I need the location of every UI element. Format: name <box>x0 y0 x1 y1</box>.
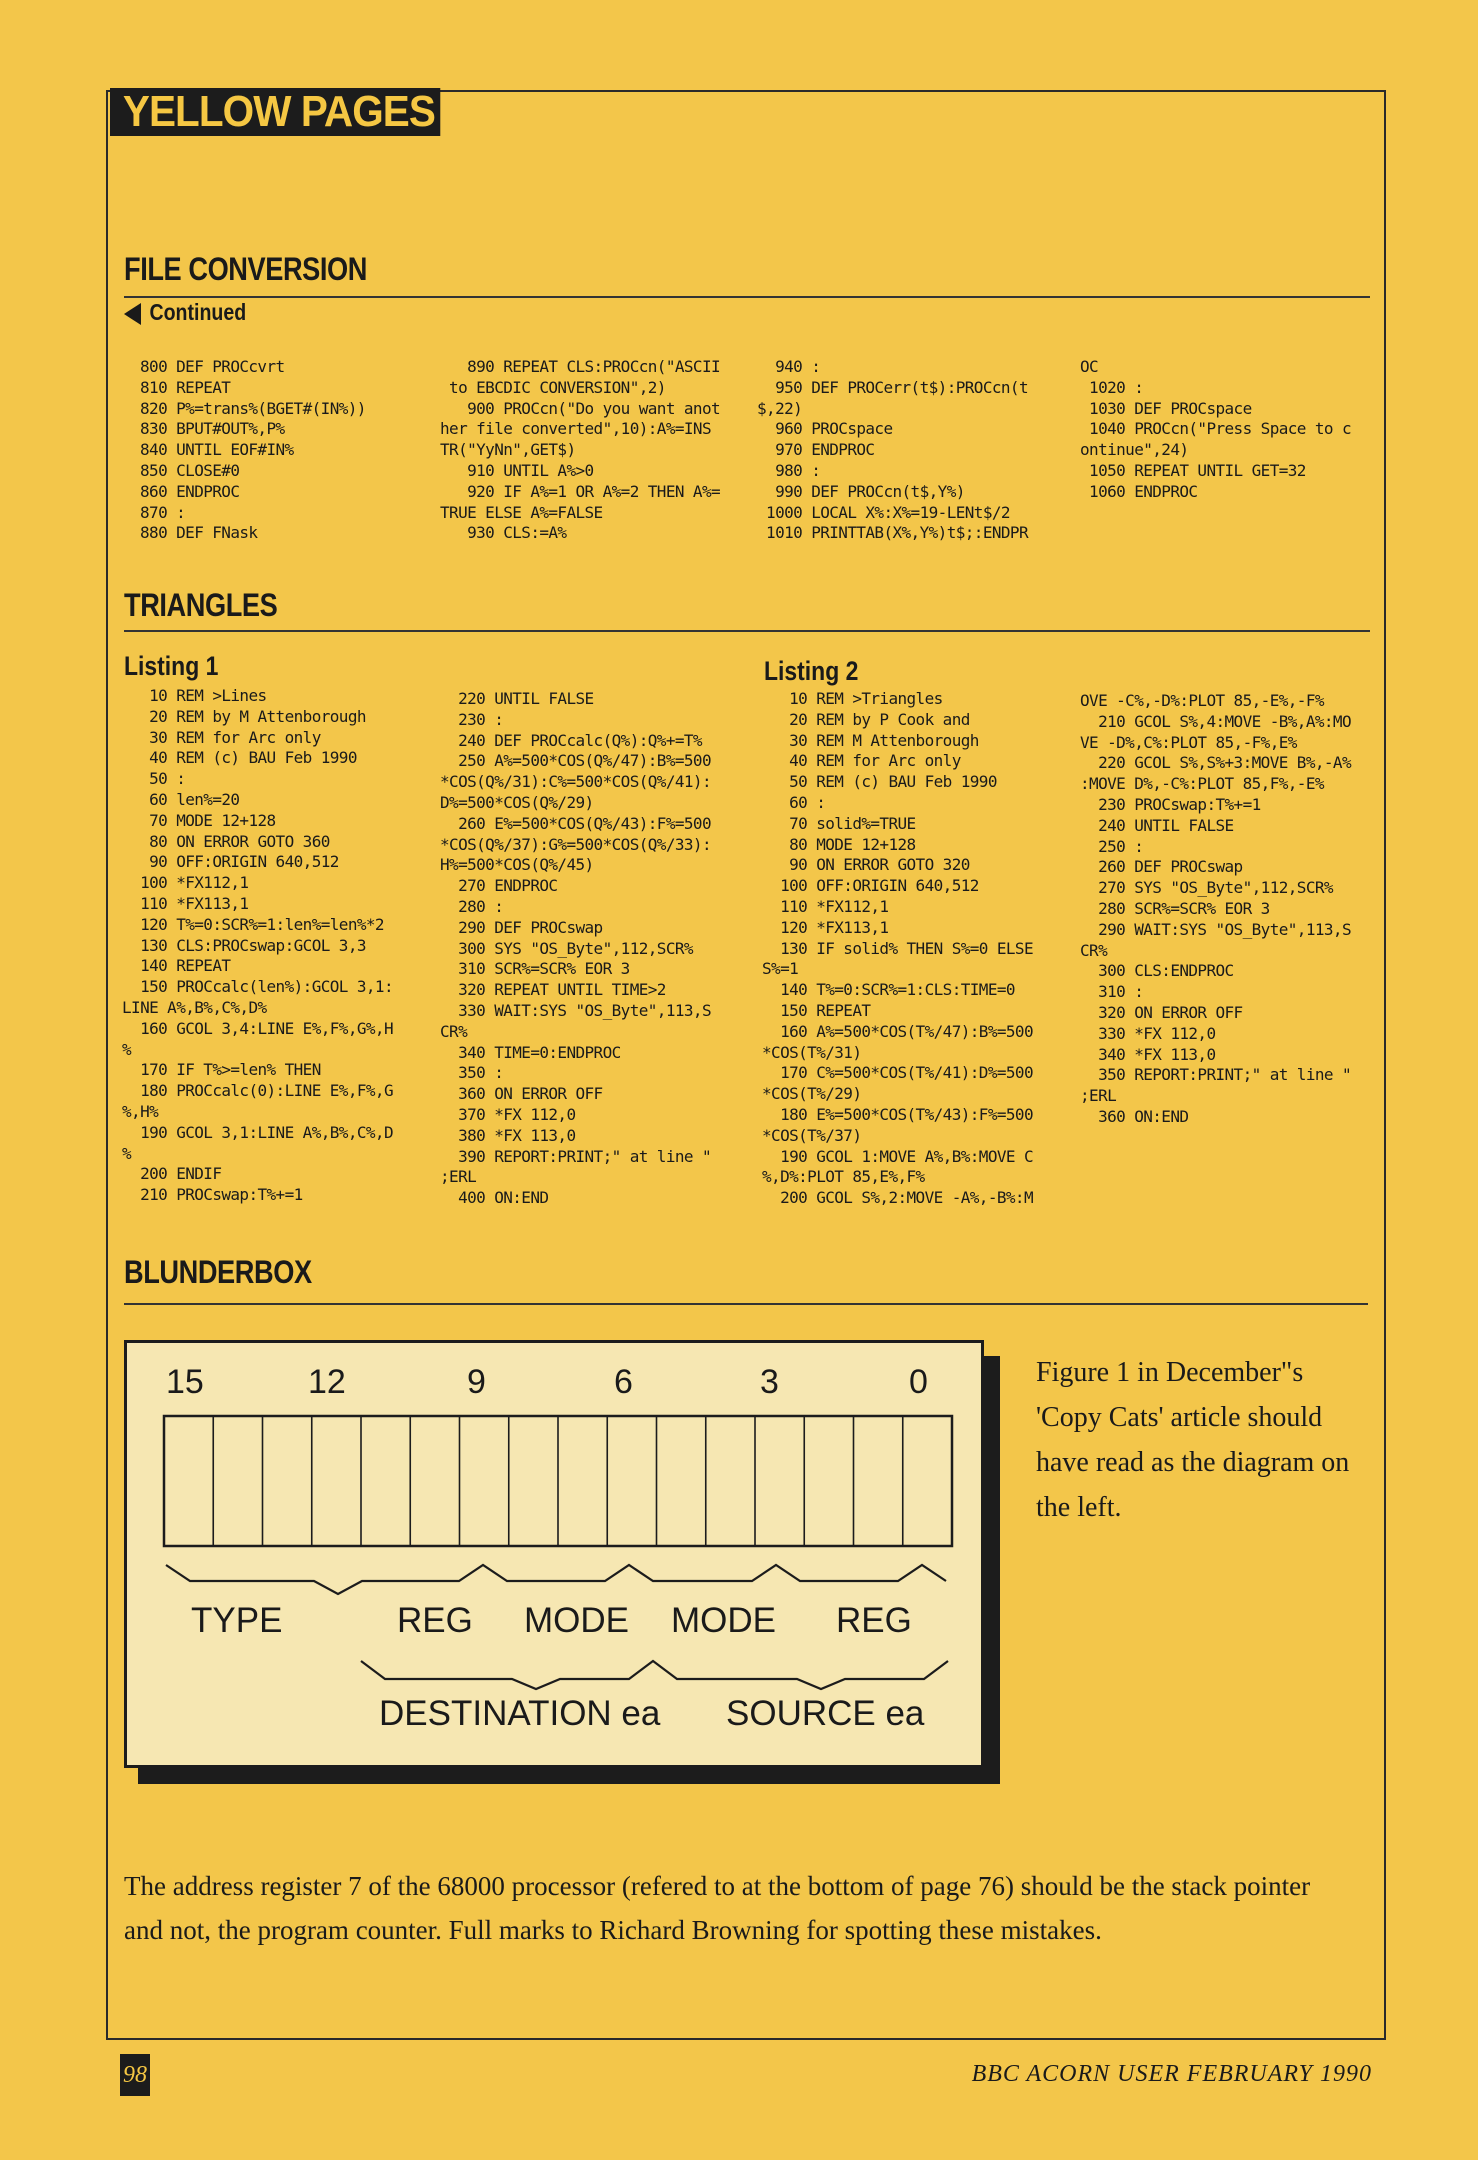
publication-footer: BBC ACORN USER FEBRUARY 1990 <box>971 2061 1372 2087</box>
bit-number-0: 0 <box>909 1363 928 1401</box>
page-number: 98 <box>120 2054 150 2096</box>
group-label-source: SOURCE ea <box>726 1694 925 1733</box>
bit-number-15: 15 <box>166 1363 204 1401</box>
field-label-dest-mode: MODE <box>524 1601 629 1640</box>
field-label-dest-reg: REG <box>397 1601 473 1640</box>
group-label-destination: DESTINATION ea <box>379 1694 661 1733</box>
continued-text: Continued <box>149 299 247 325</box>
listing-2-title: Listing 2 <box>764 656 859 686</box>
blunderbox-body-text: The address register 7 of the 68000 processor (refered to at the bottom of page 76) should be the stack pointer and not, the program counter. Full marks to Richard Browning for spotting these mistakes. <box>124 1871 1311 1945</box>
file-conversion-code-col4: OC 1020 : 1030 DEF PROCspace 1040 PROCcn("Press Space to c ontinue",24) 1050 REPEAT UNTIL GET=32 1060 ENDPROC <box>1080 357 1351 501</box>
field-label-type: TYPE <box>191 1601 283 1640</box>
triangles-rule <box>124 630 1370 632</box>
opcode-diagram <box>124 1340 984 1768</box>
triangles-code-col3: 10 REM >Triangles 20 REM by P Cook and 30 REM M Attenborough 40 REM for Arc only 50 REM (c) BAU Feb 1990 60 : 70 solid%=TRUE 80 MODE 12+128 90 ON ERROR GOTO 320 100 OFF:ORIGIN 640,512 110 *FX112,1 120 *FX113,1 130 IF solid% THEN S%=0 ELSE S%=1 140 T%=0:SCR%=1:CLS:TIME=0 150 REPEAT 160 A%=500*COS(T%/47):B%=500 *COS(T%/31) 170 C%=500*COS(T%/41):D%=500 *COS(T%/29) 180 E%=500*COS(T%/43):F%=500 *COS(T%/37) 190 GCOL 1:MOVE A%,B%:MOVE C %,D%:PLOT 85,E%,F% 200 GCOL S%,2:MOVE -A%,-B%:M <box>762 689 1033 1208</box>
field-label-src-reg: REG <box>836 1601 912 1640</box>
triangles-code-col2: 220 UNTIL FALSE 230 : 240 DEF PROCcalc(Q%):Q%+=T% 250 A%=500*COS(Q%/47):B%=500 *COS(Q%/31):C%=500*COS(Q%/41): D%=500*COS(Q%/29) 260 E%=500*COS(Q%/43):F%=500 *COS(Q%/37):G%=500*COS(Q%/33): H%=500*COS(Q%/45) 270 ENDPROC 280 : 290 DEF PROCswap 300 SYS "OS_Byte",112,SCR% 310 SCR%=SCR% EOR 3 320 REPEAT UNTIL TIME>2 330 WAIT:SYS "OS_Byte",113,S CR% 340 TIME=0:ENDPROC 350 : 360 ON ERROR OFF 370 *FX 112,0 380 *FX 113,0 390 REPORT:PRINT;" at line " ;ERL 400 ON:END <box>440 689 711 1208</box>
blunderbox-rule <box>124 1303 1368 1305</box>
section-banner: YELLOW PAGES <box>110 88 440 136</box>
field-label-src-mode: MODE <box>671 1601 776 1640</box>
bit-number-6: 6 <box>614 1363 633 1401</box>
bit-number-3: 3 <box>760 1363 779 1401</box>
file-conversion-heading: FILE CONVERSION <box>124 251 367 287</box>
file-conversion-code-col3: 940 : 950 DEF PROCerr(t$):PROCcn(t $,22) 960 PROCspace 970 ENDPROC 980 : 990 DEF PROCcn(t$,Y%) 1000 LOCAL X%:X%=19-LENt$/2 1010 PRINTTAB(X%,Y%)t$;:ENDPR <box>757 357 1028 543</box>
continued-label <box>124 298 246 326</box>
field-brace <box>166 1565 946 1594</box>
bit-dividers <box>213 1416 903 1546</box>
arrow-left-icon <box>124 303 141 325</box>
group-brace <box>361 1661 948 1689</box>
file-conversion-code-col2: 890 REPEAT CLS:PROCcn("ASCII to EBCDIC CONVERSION",2) 900 PROCcn("Do you want anot her file converted",10):A%=INS TR("YyNn",GET$) 910 UNTIL A%>0 920 IF A%=1 OR A%=2 THEN A%= TRUE ELSE A%=FALSE 930 CLS:=A% <box>440 357 721 543</box>
triangles-code-col1: 10 REM >Lines 20 REM by M Attenborough 30 REM for Arc only 40 REM (c) BAU Feb 1990 50 : 60 len%=20 70 MODE 12+128 80 ON ERROR GOTO 360 90 OFF:ORIGIN 640,512 100 *FX112,1 110 *FX113,1 120 T%=0:SCR%=1:len%=len%*2 130 CLS:PROCswap:GCOL 3,3 140 REPEAT 150 PROCcalc(len%):GCOL 3,1: LINE A%,B%,C%,D% 160 GCOL 3,4:LINE E%,F%,G%,H % 170 IF T%>=len% THEN 180 PROCcalc(0):LINE E%,F%,G %,H% 190 GCOL 3,1:LINE A%,B%,C%,D % 200 ENDIF 210 PROCswap:T%+=1 <box>122 686 393 1205</box>
file-conversion-code-col1: 800 DEF PROCcvrt 810 REPEAT 820 P%=trans%(BGET#(IN%)) 830 BPUT#OUT%,P% 840 UNTIL EOF#IN% 850 CLOSE#0 860 ENDPROC 870 : 880 DEF FNask <box>140 357 366 543</box>
listing-1-title: Listing 1 <box>124 651 219 681</box>
file-conversion-rule <box>124 296 1370 298</box>
triangles-heading: TRIANGLES <box>124 587 278 623</box>
triangles-code-col4: OVE -C%,-D%:PLOT 85,-E%,-F% 210 GCOL S%,4:MOVE -B%,A%:MO VE -D%,C%:PLOT 85,-F%,E% 220 GCOL S%,S%+3:MOVE B%,-A% :MOVE D%,-C%:PLOT 85,F%,-E% 230 PROCswap:T%+=1 240 UNTIL FALSE 250 : 260 DEF PROCswap 270 SYS "OS_Byte",112,SCR% 280 SCR%=SCR% EOR 3 290 WAIT:SYS "OS_Byte",113,S CR% 300 CLS:ENDPROC 310 : 320 ON ERROR OFF 330 *FX 112,0 340 *FX 113,0 350 REPORT:PRINT;" at line " ;ERL 360 ON:END <box>1080 691 1351 1126</box>
bit-number-12: 12 <box>308 1363 346 1401</box>
bit-number-9: 9 <box>467 1363 486 1401</box>
blunderbox-side-note: Figure 1 in December"s 'Copy Cats' article should have read as the diagram on the left. <box>1036 1357 1350 1523</box>
blunderbox-heading: BLUNDERBOX <box>124 1254 312 1290</box>
